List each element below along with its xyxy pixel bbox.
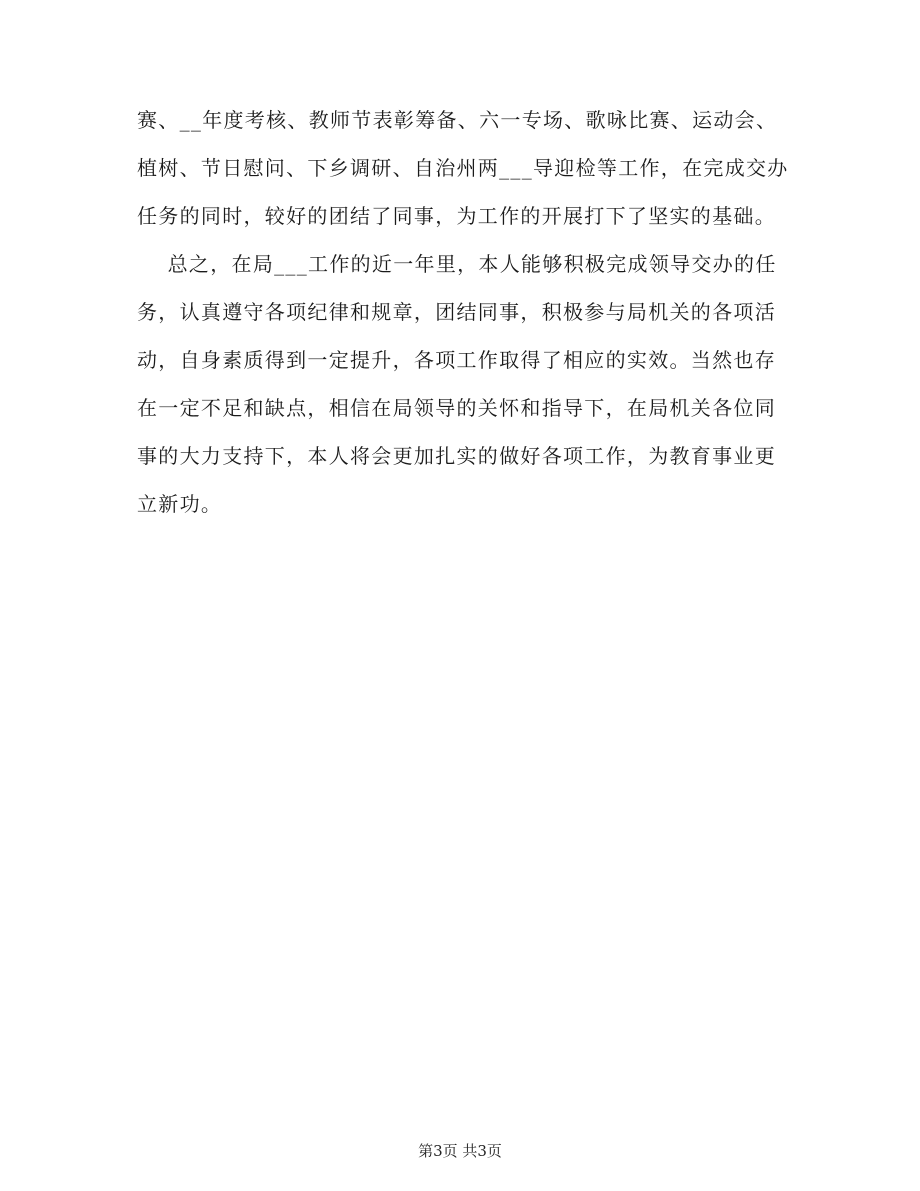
text-line: 任务的同时，较好的团结了同事，为工作的开展打下了坚实的基础。 xyxy=(137,204,776,228)
body-text xyxy=(137,100,787,532)
text-line: 总之，在局___工作的近一年里，本人能够积极完成领导交办的任 xyxy=(137,252,777,276)
page-number: 第3页 共3页 xyxy=(418,1142,502,1160)
text-line: 事的大力支持下，本人将会更加扎实的做好各项工作，为教育事业更 xyxy=(137,444,776,468)
text-line: 赛、__年度考核、教师节表彰筹备、六一专场、歌咏比赛、运动会、 xyxy=(137,108,778,132)
text-line: 在一定不足和缺点，相信在局领导的关怀和指导下，在局机关各位同 xyxy=(137,396,776,420)
text-line: 务，认真遵守各项纪律和规章，团结同事，积极参与局机关的各项活 xyxy=(137,300,776,324)
text-line: 动，自身素质得到一定提升，各项工作取得了相应的实效。当然也存 xyxy=(137,348,776,372)
text-line: 植树、节日慰问、下乡调研、自治州两___导迎检等工作，在完成交办 xyxy=(137,156,789,180)
text-line: 立新功。 xyxy=(137,492,223,516)
